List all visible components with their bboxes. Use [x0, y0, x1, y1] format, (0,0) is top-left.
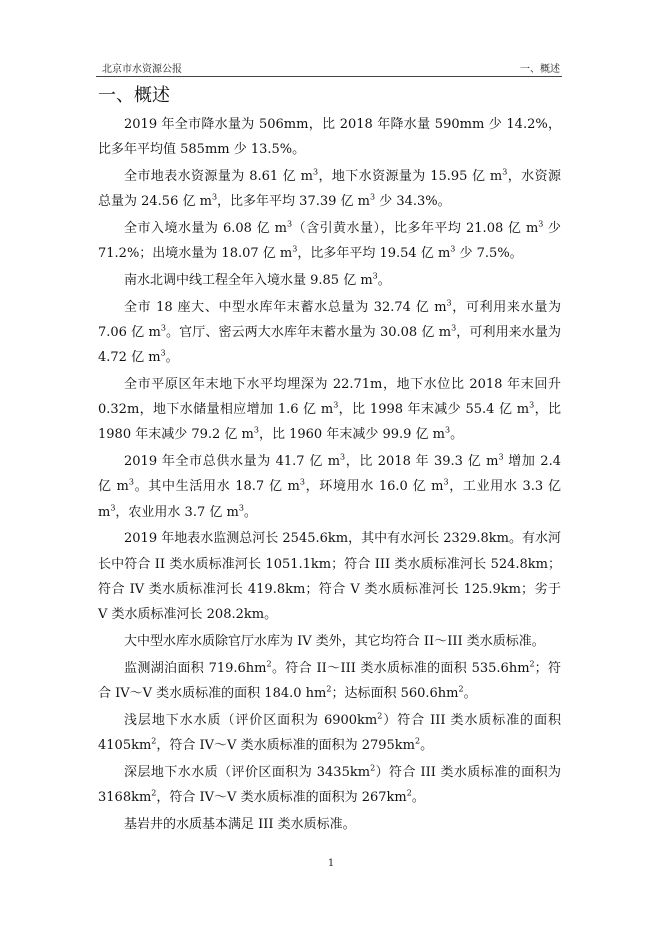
text-run: 。 [377, 273, 391, 288]
unit-superscript: 2 [266, 659, 272, 669]
text-run: 深层地下水水质（评价区面积为 3435km [124, 764, 371, 780]
text-run: 基岩井的水质基本满足 III 类水质标准。 [124, 816, 356, 832]
paragraph [98, 656, 561, 706]
unit-superscript: 2 [415, 736, 421, 746]
paragraph [98, 268, 561, 293]
unit-superscript: 3 [160, 348, 166, 358]
header-section-name: 一、概述 [520, 64, 560, 75]
unit-superscript: 3 [238, 503, 244, 513]
text-run: 少 34.3%。 [375, 194, 451, 210]
text-run: 2019 年地表水监测总河长 2545.6km，其中有水河长 2329.8km。有水河长中符合 II 类水质标准河长 1051.1km；符合 III 类水质标准河长 524.8km；符合 IV 类水质标准河长 419.8km；符合 V 类水质标准河长 125.9km；劣于 V 类水质标准河长 208.2km。 [98, 531, 561, 623]
unit-superscript: 3 [110, 503, 116, 513]
unit-superscript: 3 [287, 219, 293, 229]
unit-superscript: 3 [446, 298, 452, 308]
unit-superscript: 3 [211, 192, 218, 202]
text-run: ，比多年平均 37.39 亿 m [217, 194, 370, 210]
running-header [96, 60, 562, 76]
text-run: 少 7.5%。 [455, 246, 523, 262]
unit-superscript: 3 [253, 426, 259, 436]
text-run: 全市平原区年末地下水平均埋深为 22.71m，地下水位比 2018 年末回升 0.32m，地下水储量相应增加 1.6 亿 m [98, 377, 561, 418]
text-run: 。其中生活用水 18.7 亿 m [133, 479, 300, 495]
text-run: ，比 1998 年末减少 55.4 亿 m [338, 402, 530, 418]
text-run: 全市 18 座大、中型水库年末蓄水总量为 32.74 亿 m [124, 299, 447, 315]
text-run: ；符合 IV～V 类水质标准的面积 184.0 hm [98, 660, 561, 701]
header-publication-title: 北京市水资源公报 [102, 64, 182, 75]
text-run: ，比 1960 年末减少 99.9 亿 m [258, 427, 446, 443]
text-run: 。 [243, 504, 257, 520]
unit-superscript: 2 [151, 736, 157, 746]
text-run: ，地下水资源量为 15.95 亿 m [318, 169, 503, 184]
unit-superscript: 3 [312, 167, 319, 177]
paragraph [98, 526, 561, 627]
paragraph [98, 629, 561, 654]
text-run: ）符合 III 类水质标准的面积 4105km [98, 712, 561, 753]
unit-superscript: 3 [292, 244, 298, 254]
unit-superscript: 3 [443, 478, 449, 488]
text-run: ，水资源总量为 24.56 亿 m [98, 169, 561, 210]
text-run: 2019 年全市总供水量为 41.7 亿 m [124, 454, 341, 470]
unit-superscript: 3 [372, 271, 378, 281]
unit-superscript: 2 [326, 684, 332, 694]
unit-superscript: 2 [370, 763, 376, 773]
text-run: 。 [165, 350, 179, 366]
unit-superscript: 3 [370, 192, 376, 202]
unit-superscript: 3 [529, 400, 535, 410]
unit-superscript: 2 [377, 711, 383, 721]
text-run: 。 [463, 685, 477, 701]
page-number: 1 [327, 858, 335, 869]
text-run: 增加 2.4 亿 m [98, 454, 561, 495]
text-run: （含引黄水量），比多年平均 21.08 亿 m [292, 221, 539, 236]
text-run: 全市地表水资源量为 8.61 亿 m [124, 169, 313, 184]
text-run: ，可利用来水量为 4.72 亿 m [98, 325, 561, 366]
text-run: 。官厅、密云两大水库年末蓄水量为 30.08 亿 m [165, 325, 452, 340]
text-run: ，比 1980 年末减少 79.2 亿 m [98, 402, 561, 443]
paragraph [98, 760, 561, 810]
text-run: ，工业用水 3.3 亿 m [98, 479, 561, 520]
text-run: ，符合 IV～V 类水质标准的面积为 267km [156, 789, 407, 805]
text-run: ，环境用水 16.0 亿 m [304, 479, 444, 495]
text-run: 浅层地下水水质（评价区面积为 6900km [124, 712, 378, 728]
unit-superscript: 2 [406, 788, 412, 798]
text-run: 大中型水库水质除官厅水库为 IV 类外，其它均符合 II～III 类水质标准。 [124, 633, 545, 649]
text-run: 全市入境水量为 6.08 亿 m [124, 221, 288, 236]
text-run: ，可利用来水量为 7.06 亿 m [98, 299, 561, 340]
unit-superscript: 2 [151, 788, 157, 798]
text-run: 南水北调中线工程全年入境水量 9.85 亿 m [124, 273, 373, 288]
unit-superscript: 3 [445, 426, 451, 436]
text-run: ，农业用水 3.7 亿 m [115, 504, 239, 520]
unit-superscript: 3 [340, 452, 346, 462]
paragraph [98, 295, 561, 371]
text-run: 。符合 II～III 类水质标准的面积 535.6hm [271, 660, 530, 676]
unit-superscript: 3 [502, 167, 508, 177]
unit-superscript: 3 [451, 323, 457, 333]
header-divider [96, 76, 562, 77]
text-run: ）符合 III 类水质标准的面积为 3168km [98, 764, 562, 805]
text-run: 。 [411, 789, 425, 805]
unit-superscript: 3 [498, 452, 504, 462]
unit-superscript: 3 [128, 478, 134, 488]
unit-superscript: 3 [299, 478, 305, 488]
unit-superscript: 3 [538, 219, 544, 229]
text-run: 。 [420, 737, 434, 753]
body-text [98, 112, 561, 838]
text-run: ；达标面积 560.6hm [331, 685, 459, 701]
text-run: 。 [450, 427, 464, 443]
text-run: 监测湖泊面积 719.6hm [124, 660, 267, 676]
paragraph [98, 164, 561, 214]
unit-superscript: 3 [333, 400, 339, 410]
text-run: ，比 2018 年 39.3 亿 m [345, 454, 499, 470]
section-title: 一、概述 [98, 85, 170, 106]
unit-superscript: 2 [458, 684, 464, 694]
text-run: ，符合 IV～V 类水质标准的面积为 2795km [156, 737, 415, 753]
text-run: 少 71.2%；出境水量为 18.07 亿 m [98, 221, 561, 262]
text-run: 2019 年全市降水量为 506mm，比 2018 年降水量 590mm 少 14.2%，比多年平均值 585mm 少 13.5%。 [98, 117, 561, 158]
text-run: ，比多年平均 19.54 亿 m [297, 246, 451, 262]
unit-superscript: 3 [160, 323, 166, 333]
paragraph [98, 449, 561, 525]
paragraph [98, 112, 561, 162]
paragraph [98, 708, 561, 758]
paragraph [98, 812, 561, 837]
unit-superscript: 2 [529, 659, 535, 669]
paragraph [98, 216, 561, 266]
unit-superscript: 3 [450, 244, 456, 254]
paragraph [98, 372, 561, 448]
